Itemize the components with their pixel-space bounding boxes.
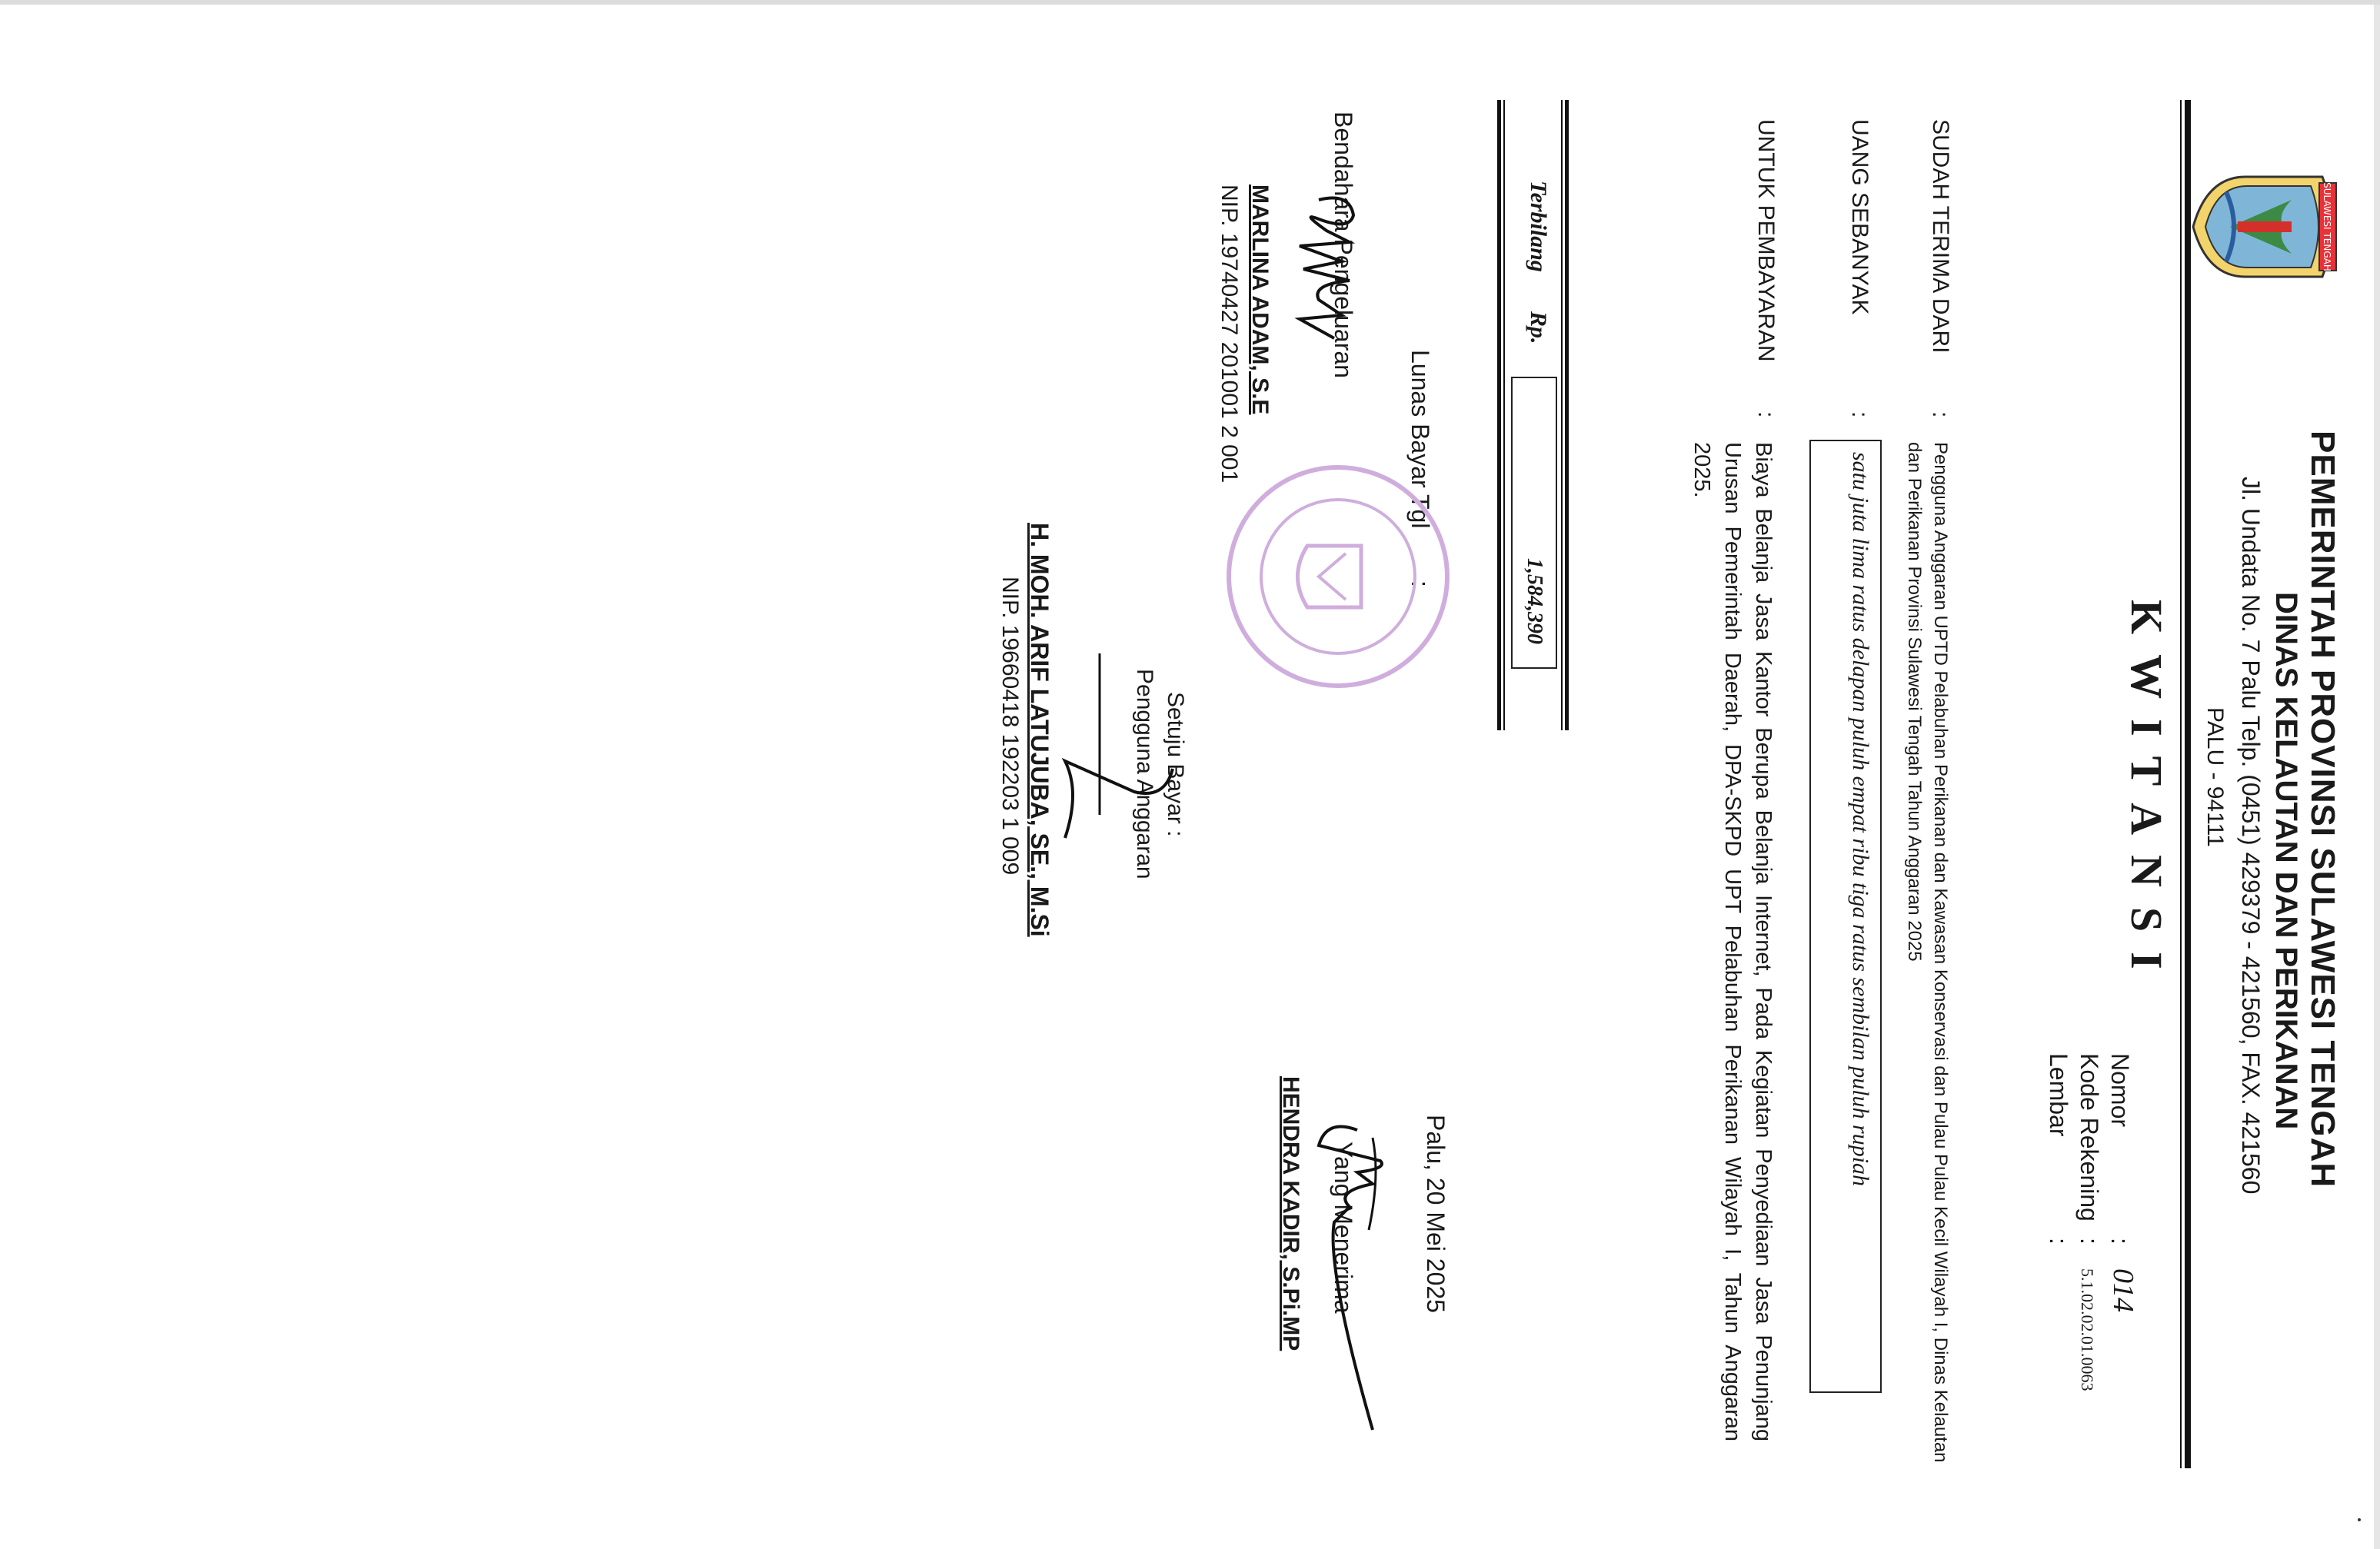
header-rule-thin — [2180, 100, 2182, 1468]
approval-label: Setuju Bayar : — [1163, 692, 1188, 837]
amount-in-words: satu juta lima ratus delapan puluh empat ribu tiga ratus sembilan puluh rupiah — [1809, 440, 1882, 1393]
scan-speck — [2358, 1518, 2361, 1521]
treasurer-role: Bendahara Pengeluaran — [1330, 111, 1357, 378]
terbilang-label: Terbilang — [1526, 181, 1551, 272]
official-stamp — [1223, 461, 1453, 692]
header-rule — [2185, 100, 2191, 1468]
purpose-label: UNTUK PEMBAYARAN — [1753, 119, 1779, 362]
treasurer-nip: NIP. 19740427 201001 2 001 — [1217, 184, 1242, 484]
amount-figure: 1,584,390 — [1511, 377, 1557, 669]
purpose-value: Biaya Belanja Jasa Kantor Berupa Belanja Internet, Pada Kegiatan Penyediaan Jasa Penunjang Urusan Pemerintah Daerah, DPA-SKPD UPT Pelabuhan Perikanan Wilayah I, Tahun Anggaran 2025. — [1689, 442, 1776, 1441]
nomor-value: 014 — [2107, 1268, 2139, 1312]
summary-rule — [1503, 100, 1505, 730]
colon: : — [1928, 411, 1953, 418]
received-from-value: Pengguna Anggaran UPTD Pelabuhan Perikanan dan Kawasan Konservasi dan Pulau Pulau Kecil Wilayah I, Dinas Kelautan dan Perikanan Provinsi Sulawesi Tengah Tahun Anggaran 2025 — [1904, 442, 1951, 1463]
kode-rekening-label: Kode Rekening — [2075, 1053, 2103, 1222]
document-title: KWITANSI — [2122, 600, 2172, 989]
budget-user-name: H. MOH. ARIF LATUJUBA, SE., M.Si — [1026, 523, 1054, 937]
summary-rule — [1561, 100, 1563, 730]
header-government: PEMERINTAH PROVINSI SULAWESI TENGAH — [2304, 430, 2342, 1188]
emblem-lettering: SULAWESI TENGAH — [2322, 182, 2332, 271]
budget-user-nip: NIP. 19660418 192203 1 009 — [997, 577, 1023, 876]
colon: : — [2106, 1238, 2134, 1245]
recipient-role: Yang Menerima — [1330, 1142, 1357, 1314]
scan-edge-shadow — [2374, 0, 2380, 1549]
kode-rekening-value: 5.1.02.02.01.0063 — [2078, 1268, 2097, 1391]
header-address: Jl. Undata No. 7 Palu Telp. (0451) 429379 - 421560, FAX. 421560 — [2237, 477, 2265, 1195]
colon: : — [2075, 1238, 2103, 1245]
amount-label: UANG SEBANYAK — [1847, 119, 1872, 315]
scan-edge-shadow-left — [0, 0, 2380, 5]
paid-date-label: Lunas Bayar Tgl — [1406, 350, 1434, 529]
header-city: PALU - 94111 — [2202, 707, 2228, 847]
colon: : — [1753, 411, 1779, 418]
colon: : — [2045, 1238, 2072, 1245]
header-department: DINAS KELAUTAN DAN PERIKANAN — [2269, 592, 2303, 1130]
recipient-name: HENDRA KADIR, S.Pi.MP — [1278, 1076, 1303, 1351]
treasurer-signature — [1273, 184, 1373, 415]
summary-rule — [1497, 100, 1501, 730]
nomor-label: Nomor — [2106, 1053, 2134, 1128]
received-from-label: SUDAH TERIMA DARI — [1928, 119, 1953, 354]
currency-label: Rp. — [1526, 311, 1551, 344]
summary-rule — [1565, 100, 1569, 730]
treasurer-name: MARLINA ADAM, S.E — [1247, 184, 1273, 415]
province-emblem-icon — [2192, 169, 2338, 284]
lembar-label: Lembar — [2045, 1053, 2072, 1137]
colon: : — [1406, 580, 1434, 587]
budget-user-signature — [1042, 653, 1180, 853]
budget-user-role: Pengguna Anggaran — [1132, 669, 1157, 879]
receipt-date: Palu, 20 Mei 2025 — [1422, 1115, 1450, 1313]
colon: : — [1847, 411, 1872, 418]
